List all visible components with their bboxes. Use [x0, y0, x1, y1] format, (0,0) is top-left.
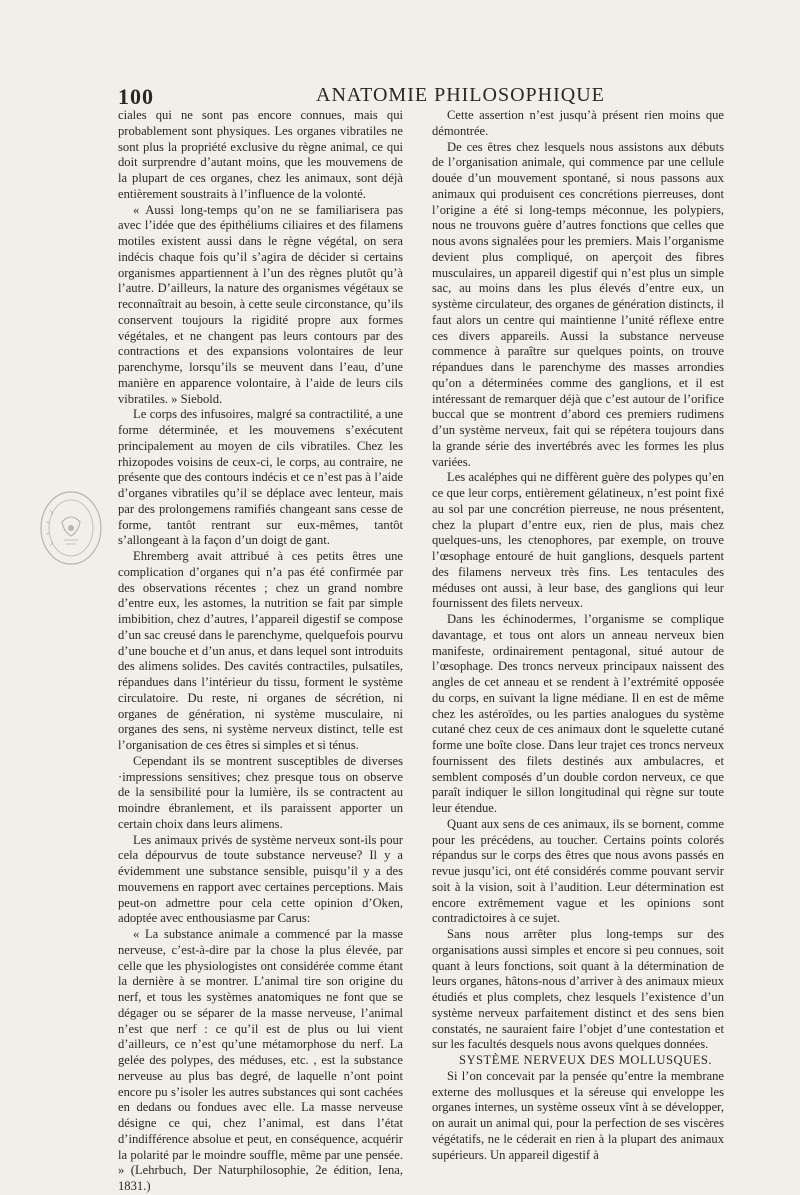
- library-stamp: [36, 488, 106, 568]
- left-column: [118, 108, 403, 1195]
- paragraph: De ces êtres chez lesquels nous assistons aux débuts de l’organisation animale, qui commence par une cellule douée d’un mouvement spontané, si nous passons aux animaux qui produisent ces concrétions pierreuses, dont l’origine a été si long-temps méconnue, les polypiers, nous ne trouvons guère d’autres fonctions que celles que nous avons signalées pour les premiers. Mais l’organisme devient plus compliqué, on aperçoit des fibres musculaires, un appareil digestif qui n’est plus un simple sac, au moins dans les plus élevés d’entre eux, un système circulateur, des organes de génération distincts, il faut alors un centre qui maintienne l’unité réflexe entre ces divers appareils. Aussi la substance nerveuse commence à paraître sur quelques points, on trouve répandues dans le parenchyme des masses arrondies qu’on a déterminées comme des ganglions, et il est intéressant de remarquer déjà que c’est autour de l’orifice buccal que se montrent d’abord ces premiers rudimens d’un système nerveux, fait qui se répétera toujours dans la grande série des invertébrés avec les formes les plus variées.: [432, 139, 724, 469]
- paragraph: Quant aux sens de ces animaux, ils se bornent, comme pour les précédens, au toucher. Certains points colorés répandus sur le corps des êtres que nous avons passés en revue jusqu’ici, ont été considérés comme pouvant servir soit à la vision, soit à l’audition. Leur détermination est encore extrêmement vague et les opinions sont contradictoires à ce sujet.: [432, 816, 724, 926]
- page-header: [118, 84, 724, 110]
- paragraph: « La substance animale a commencé par la masse nerveuse, c’est-à-dire par la chose la plus élevée, par celle que les physiologistes ont considérée comme étant la dernière à se montrer. L’animal tire son origine du nerf, et tous les systèmes anatomiques ne font que se dégager ou se séparer de la masse nerveuse, l’animal n’est que nerf : ce qu’il est de plus ou lui vient d’ailleurs, ce n’est qu’une métamorphose du nerf. La gelée des polypes, des méduses, etc. , est la substance nerveuse au plus bas degré, de laquelle n’ont point encore pu s’isoler les autres substances qui sont cachées en dedans ou fondues avec elle. La masse nerveuse désigne ce qui, chez l’animal, est dans l’état d’indifférence absolue et peut, en conséquence, acquérir la polarité par le moindre souffle, même par une pensée. » (Lehrbuch, Der Naturphilosophie, 2e édition, Iena, 1831.): [118, 927, 403, 1193]
- paragraph: Les acaléphes qui ne diffèrent guère des polypes qu’en ce que leur corps, entièrement gélatineux, n’est point fixé au sol par une concrétion pierreuse, ne nous présentent, chez la plupart d’entre eux, rien de plus, mais chez quelques-uns, les ctenophores, par exemple, on trouve l’œsophage entouré de huit ganglions, desquels partent des filamens nerveux très fins. Les tentacules des méduses ont aussi, à leur base, des ganglions qui leur fournissent des filets nerveux.: [432, 470, 724, 611]
- paragraph: Cette assertion n’est jusqu’à présent rien moins que démontrée.: [432, 108, 724, 138]
- paragraph: Cependant ils se montrent susceptibles de diverses ·impressions sensitives; chez presque tous on observe de la sensibilité pour la lumière, ils se contractent au moindre ébranlement, et ils paraissent apporter un certain choix dans leurs alimens.: [118, 753, 403, 831]
- library-stamp-icon: [36, 488, 106, 568]
- paragraph: Dans les échinodermes, l’organisme se complique davantage, et tous ont alors un anneau nerveux bien manifeste, ordinairement pentagonal, situé autour de l’œsophage. Des troncs nerveux principaux naissent des angles de cet anneau et se rendent à l’extrémité opposée du corps, en suivant la ligne médiane. Il en est de même chez les astéroïdes, ou les parties analogues du système cutané chez ceux de ces animaux dont le squelette cutané forme une boîte close. Dans leur trajet ces troncs nerveux fournissent des filets destinés aux ambulacres, et semblent composés d’un double cordon nerveux, ce que paraît indiquer le sillon longitudinal qui règne sur toute leur étendue.: [432, 612, 724, 815]
- paragraph: Ehremberg avait attribué à ces petits êtres une complication d’organes qui n’a pas été confirmée par des observations récentes ; chez un grand nombre d’entre eux, les astomes, la nutrition se fait par simple imbibition, chez d’autres, l’appareil digestif se compose d’un sac creusé dans le parenchyme, quelquefois pourvu d’une bouche et d’un anus, et dans lequel sont introduits des alimens solides. Des cavités contractiles, pulsatiles, répandues dans l’intérieur du tissu, forment le système circulatoire. Du reste, ni organes de sécrétion, ni organes de génération, ni système musculaire, ni organes des sens, ni système nerveux distinct, telle est l’organisation de ces êtres si simples et si ténus.: [118, 549, 403, 752]
- paragraph: Les animaux privés de système nerveux sont-ils pour cela dépourvus de toute substance nerveuse? Il y a évidemment une substance sensible, puisqu’il y a des mouvemens en rapport avec certaines perceptions. Mais peut-on admettre pour cela cette opinion d’Oken, adoptée avec enthousiasme par Carus:: [118, 832, 403, 926]
- paragraph: « Aussi long-temps qu’on ne se familiarisera pas avec l’idée que des épithéliums ciliaires et des filamens motiles existent aussi dans le règne végétal, on sera indécis chaque fois qu’il s’agira de décider si certains organismes appartiennent à l’un des règnes plutôt qu’à l’autre. D’ailleurs, la nature des organismes végétaux se reconnaîtrait au besoin, à cette seule circonstance, qu’ils conservent toujours la rigidité propre aux formes végétales, et ne changent pas leurs contours par des contractions et des expansions volontaires de leur parenchyme, lorsqu’ils se meuvent dans l’eau, d’une manière en apparence volontaire, à l’aide de leurs cils vibratiles. » Siebold.: [118, 202, 403, 406]
- paragraph: Si l’on concevait par la pensée qu’entre la membrane externe des mollusques et la séreuse qui enveloppe les organes internes, un système osseux vînt à se développer, on aurait un animal qui, pour la perfection de ses viscères végétatifs, ne le céderait en rien à la plupart des animaux supérieurs. Un appareil digestif à: [432, 1068, 724, 1162]
- section-title: SYSTÈME NERVEUX DES MOLLUSQUES.: [458, 1053, 713, 1067]
- paragraph: Sans nous arrêter plus long-temps sur des organisations aussi simples et encore si peu connues, soit quant à leurs fonctions, soit quant à la détermination de leurs organes, hâtons-nous d’arriver à des animaux mieux étudiés et plus complets, chez lesquels l’existence d’un système nerveux parfaitement distinct et des sens bien constatés, ne sauraient faire l’objet d’une contestation et sur les facultés desquels nous avons quelques données.: [432, 927, 724, 1052]
- running-title: ANATOMIE PHILOSOPHIQUE: [316, 84, 605, 106]
- page-number: 100: [118, 84, 154, 109]
- paragraph: ciales qui ne sont pas encore connues, mais qui probablement sont physiques. Les organes vibratiles ne sont plus la propriété exclusive du règne animal, ce qui doit surprendre d’autant moins, que les mouvemens de la plupart de ces organes, chez les animaux, sont déjà entièrement soustraits à l’influence de la volonté.: [118, 108, 403, 201]
- right-column: [432, 108, 724, 1163]
- paragraph: Le corps des infusoires, malgré sa contractilité, a une forme déterminée, et les mouvemens s’exécutent principalement au moyen de cils vibratiles. Chez les rhizopodes voisins de ceux-ci, le corps, au contraire, ne présente que des contours indécis et ce n’est pas à l’aide d’organes vibratiles qu’il se déplace avec lenteur, mais par des prolongemens ramifiés changeant sans cesse de forme, tantôt rentrant sur eux-mêmes, tantôt s’allongeant à la façon d’un doigt de gant.: [118, 407, 403, 548]
